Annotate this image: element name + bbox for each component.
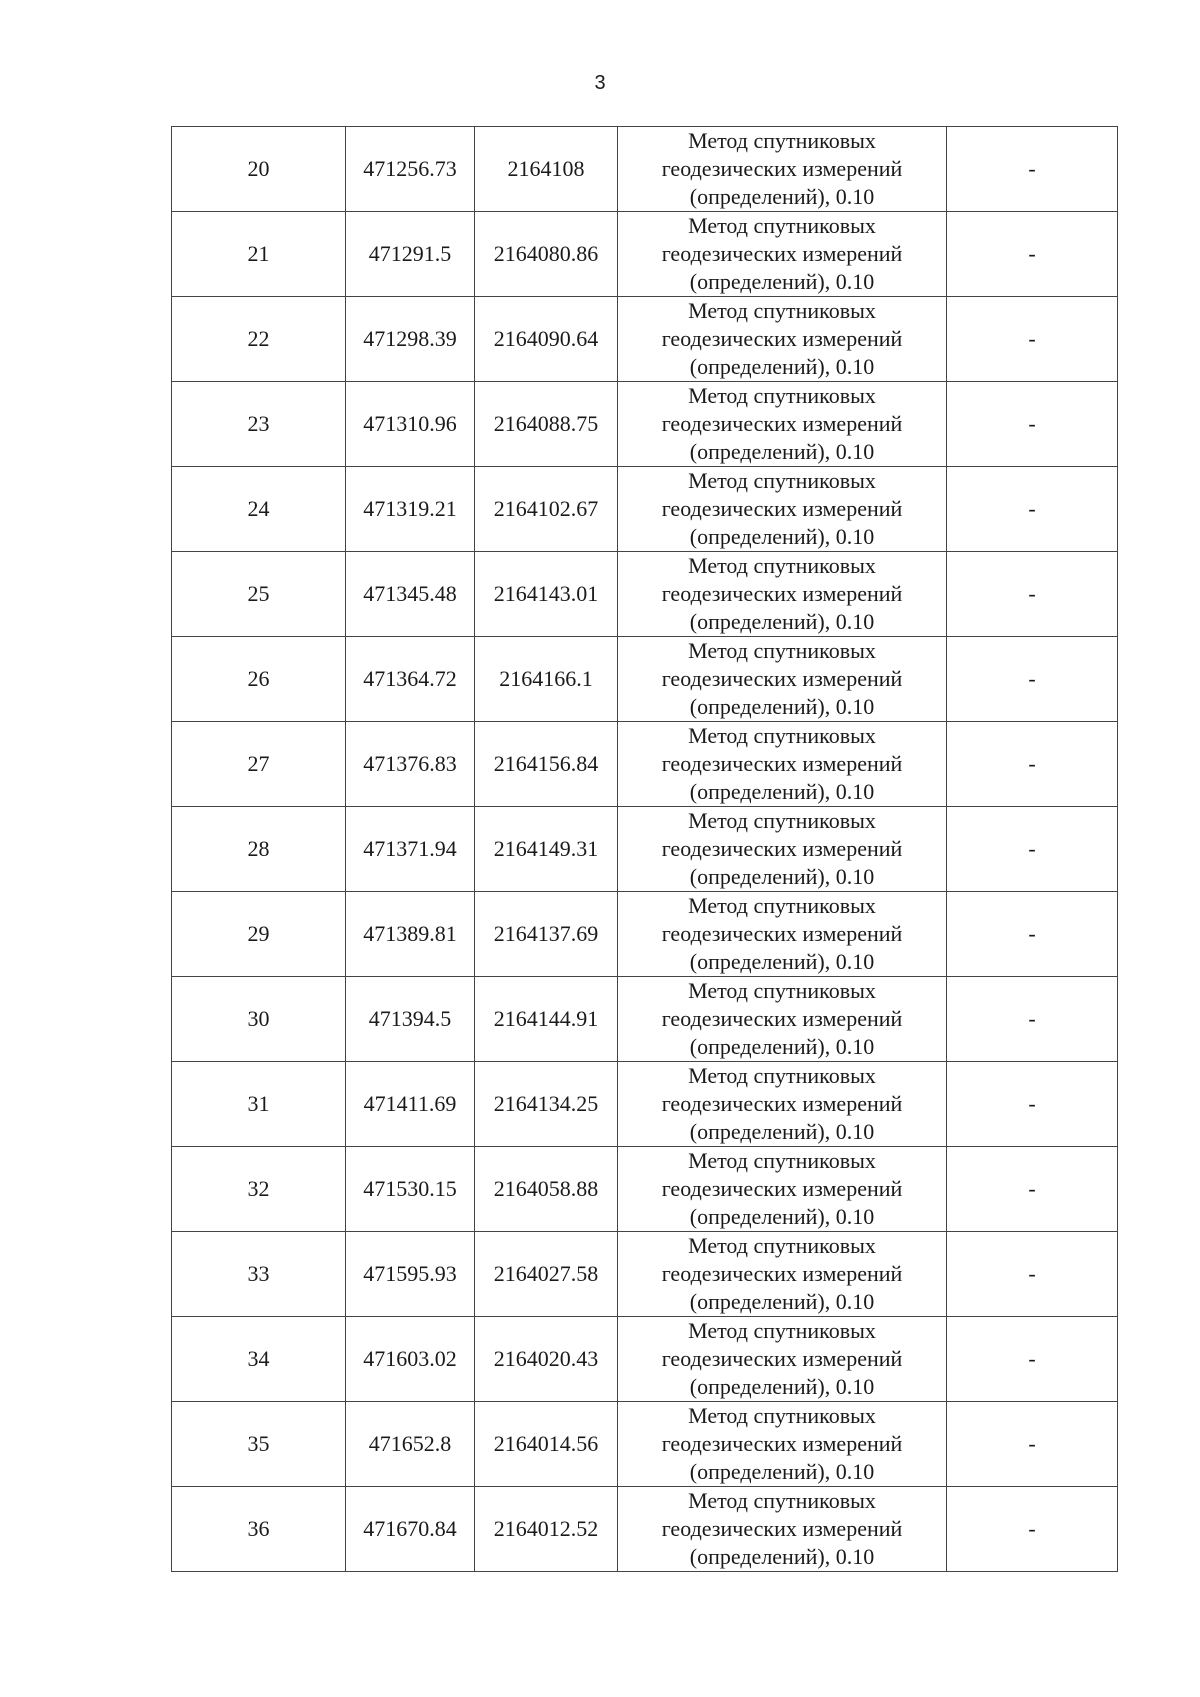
point-number-cell: 27 [172, 722, 346, 807]
coordinate-y-cell: 2164156.84 [475, 722, 618, 807]
coordinate-x-cell: 471670.84 [346, 1487, 475, 1572]
coordinate-x-cell: 471595.93 [346, 1232, 475, 1317]
description-cell: - [947, 977, 1118, 1062]
method-accuracy-cell: Метод спутниковых геодезических измерений (определений), 0.10 [618, 212, 947, 297]
coordinates-table [171, 126, 1118, 1572]
table-row [172, 892, 1118, 977]
coordinate-y-cell: 2164134.25 [475, 1062, 618, 1147]
point-number-cell: 28 [172, 807, 346, 892]
method-accuracy-cell: Метод спутниковых геодезических измерений (определений), 0.10 [618, 297, 947, 382]
method-accuracy-cell: Метод спутниковых геодезических измерений (определений), 0.10 [618, 722, 947, 807]
table-row [172, 297, 1118, 382]
point-number-cell: 29 [172, 892, 346, 977]
coordinate-x-cell: 471364.72 [346, 637, 475, 722]
point-number-cell: 32 [172, 1147, 346, 1232]
description-cell: - [947, 1402, 1118, 1487]
point-number-cell: 26 [172, 637, 346, 722]
point-number-cell: 34 [172, 1317, 346, 1402]
description-cell: - [947, 1147, 1118, 1232]
coordinate-x-cell: 471411.69 [346, 1062, 475, 1147]
coordinate-y-cell: 2164088.75 [475, 382, 618, 467]
point-number-cell: 33 [172, 1232, 346, 1317]
coordinate-y-cell: 2164020.43 [475, 1317, 618, 1402]
method-accuracy-cell: Метод спутниковых геодезических измерений (определений), 0.10 [618, 1487, 947, 1572]
coordinate-x-cell: 471256.73 [346, 127, 475, 212]
coordinate-x-cell: 471298.39 [346, 297, 475, 382]
description-cell: - [947, 127, 1118, 212]
point-number-cell: 36 [172, 1487, 346, 1572]
coordinate-y-cell: 2164166.1 [475, 637, 618, 722]
point-number-cell: 24 [172, 467, 346, 552]
method-accuracy-cell: Метод спутниковых геодезических измерений (определений), 0.10 [618, 1232, 947, 1317]
method-accuracy-cell: Метод спутниковых геодезических измерений (определений), 0.10 [618, 892, 947, 977]
coordinate-y-cell: 2164080.86 [475, 212, 618, 297]
description-cell: - [947, 807, 1118, 892]
coordinate-y-cell: 2164012.52 [475, 1487, 618, 1572]
coordinate-x-cell: 471319.21 [346, 467, 475, 552]
table-row [172, 552, 1118, 637]
coordinate-x-cell: 471389.81 [346, 892, 475, 977]
point-number-cell: 30 [172, 977, 346, 1062]
table-row [172, 212, 1118, 297]
page-number: 3 [594, 72, 606, 94]
point-number-cell: 22 [172, 297, 346, 382]
coordinate-x-cell: 471394.5 [346, 977, 475, 1062]
point-number-cell: 20 [172, 127, 346, 212]
description-cell: - [947, 212, 1118, 297]
description-cell: - [947, 1232, 1118, 1317]
coordinate-x-cell: 471603.02 [346, 1317, 475, 1402]
description-cell: - [947, 1487, 1118, 1572]
coordinate-y-cell: 2164108 [475, 127, 618, 212]
point-number-cell: 25 [172, 552, 346, 637]
method-accuracy-cell: Метод спутниковых геодезических измерений (определений), 0.10 [618, 637, 947, 722]
coordinate-x-cell: 471345.48 [346, 552, 475, 637]
table-row [172, 807, 1118, 892]
method-accuracy-cell: Метод спутниковых геодезических измерений (определений), 0.10 [618, 1317, 947, 1402]
description-cell: - [947, 552, 1118, 637]
method-accuracy-cell: Метод спутниковых геодезических измерений (определений), 0.10 [618, 382, 947, 467]
point-number-cell: 21 [172, 212, 346, 297]
table-row [172, 382, 1118, 467]
coordinate-x-cell: 471652.8 [346, 1402, 475, 1487]
coordinate-y-cell: 2164137.69 [475, 892, 618, 977]
table-row [172, 127, 1118, 212]
coordinate-y-cell: 2164102.67 [475, 467, 618, 552]
coordinate-x-cell: 471376.83 [346, 722, 475, 807]
table-row [172, 1147, 1118, 1232]
coordinate-y-cell: 2164027.58 [475, 1232, 618, 1317]
table-row [172, 1402, 1118, 1487]
coordinate-y-cell: 2164149.31 [475, 807, 618, 892]
table-row [172, 467, 1118, 552]
table-row [172, 977, 1118, 1062]
coordinate-x-cell: 471371.94 [346, 807, 475, 892]
table-row [172, 1232, 1118, 1317]
point-number-cell: 35 [172, 1402, 346, 1487]
description-cell: - [947, 467, 1118, 552]
point-number-cell: 31 [172, 1062, 346, 1147]
table-row [172, 1062, 1118, 1147]
description-cell: - [947, 1317, 1118, 1402]
method-accuracy-cell: Метод спутниковых геодезических измерений (определений), 0.10 [618, 467, 947, 552]
table-row [172, 637, 1118, 722]
coordinate-y-cell: 2164144.91 [475, 977, 618, 1062]
coordinate-y-cell: 2164143.01 [475, 552, 618, 637]
method-accuracy-cell: Метод спутниковых геодезических измерений (определений), 0.10 [618, 552, 947, 637]
method-accuracy-cell: Метод спутниковых геодезических измерений (определений), 0.10 [618, 807, 947, 892]
method-accuracy-cell: Метод спутниковых геодезических измерений (определений), 0.10 [618, 1402, 947, 1487]
coordinate-x-cell: 471530.15 [346, 1147, 475, 1232]
description-cell: - [947, 637, 1118, 722]
description-cell: - [947, 892, 1118, 977]
coordinate-y-cell: 2164058.88 [475, 1147, 618, 1232]
method-accuracy-cell: Метод спутниковых геодезических измерений (определений), 0.10 [618, 977, 947, 1062]
coordinate-y-cell: 2164014.56 [475, 1402, 618, 1487]
table-row [172, 1317, 1118, 1402]
coordinate-y-cell: 2164090.64 [475, 297, 618, 382]
point-number-cell: 23 [172, 382, 346, 467]
coordinates-table-body [172, 127, 1118, 1572]
table-row [172, 722, 1118, 807]
description-cell: - [947, 382, 1118, 467]
table-row [172, 1487, 1118, 1572]
method-accuracy-cell: Метод спутниковых геодезических измерений (определений), 0.10 [618, 1147, 947, 1232]
description-cell: - [947, 1062, 1118, 1147]
method-accuracy-cell: Метод спутниковых геодезических измерений (определений), 0.10 [618, 1062, 947, 1147]
coordinate-x-cell: 471310.96 [346, 382, 475, 467]
method-accuracy-cell: Метод спутниковых геодезических измерений (определений), 0.10 [618, 127, 947, 212]
description-cell: - [947, 297, 1118, 382]
coordinate-x-cell: 471291.5 [346, 212, 475, 297]
description-cell: - [947, 722, 1118, 807]
